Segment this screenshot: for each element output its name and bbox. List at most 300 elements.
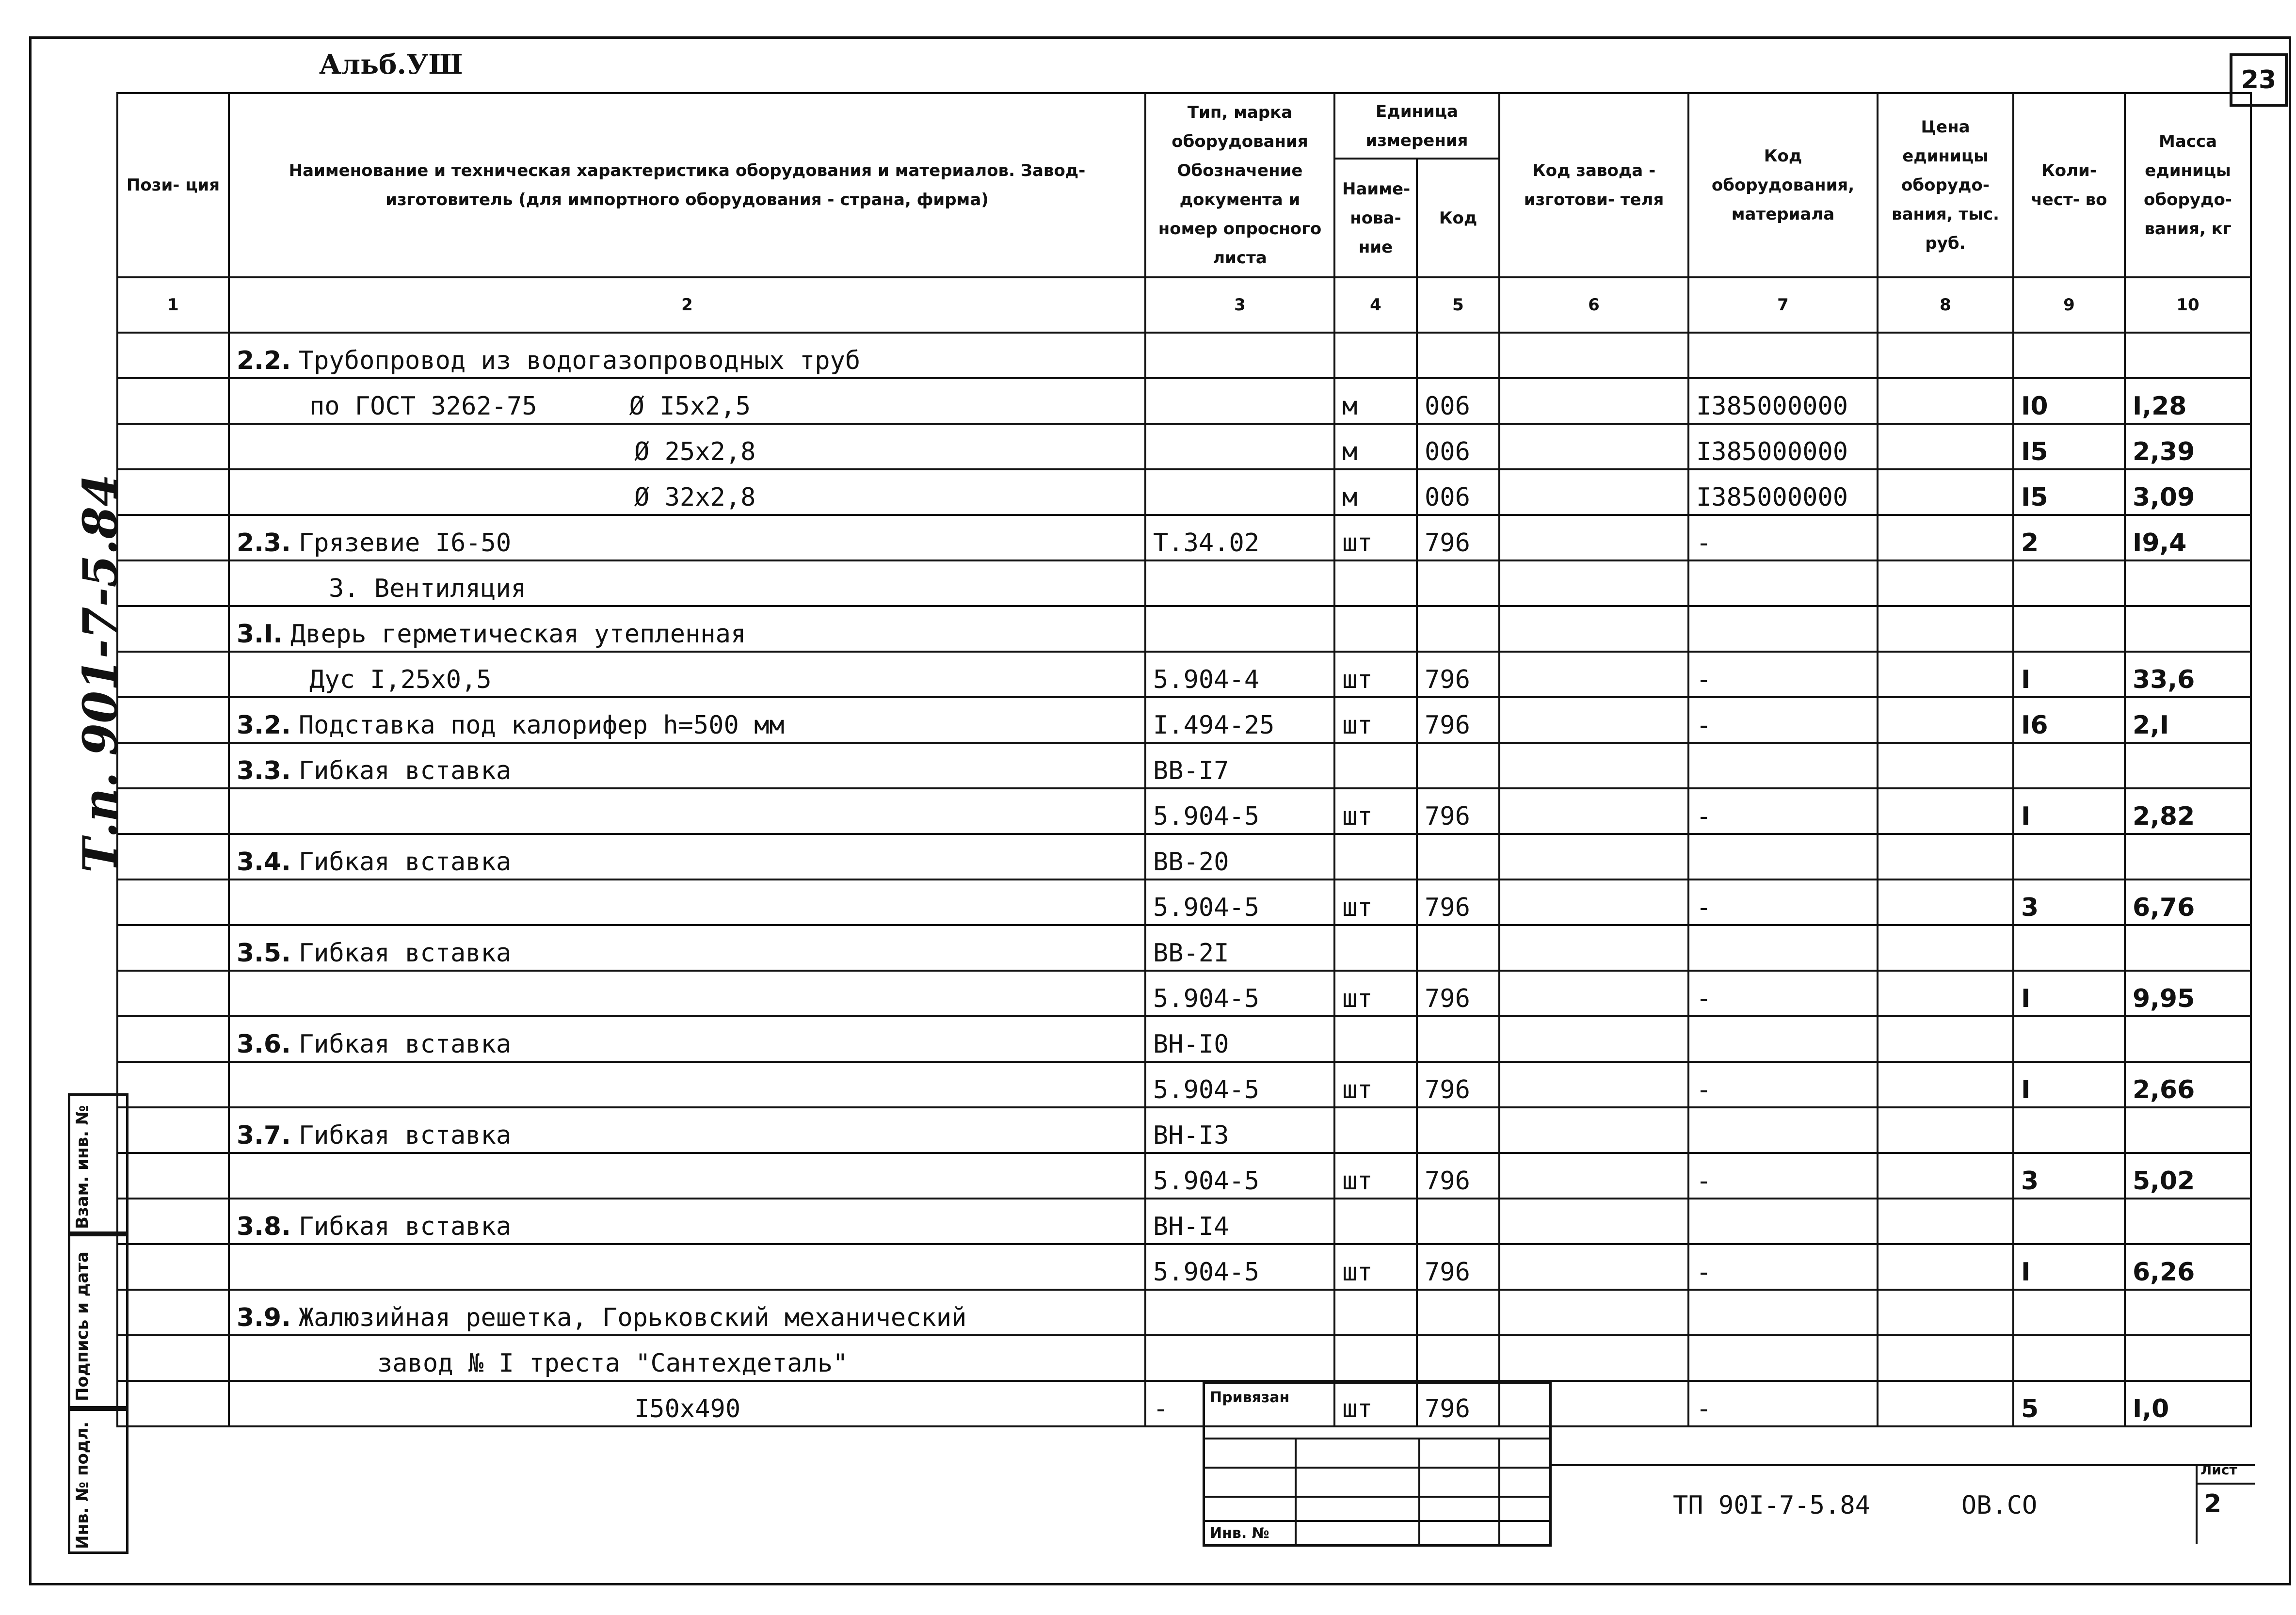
cell-unit: шт [1334,1153,1417,1199]
empty-cell [117,378,229,424]
cell-mass: 2,82 [2125,788,2251,834]
cell-mark: ВН-I0 [1145,1016,1334,1062]
stamp-bound-label: Привязан [1210,1389,1290,1406]
table-row [117,515,2251,560]
item-name-cell [229,1107,1145,1153]
col-number: 1 [117,277,229,333]
empty-cell [1499,1016,1688,1062]
cell-code: 796 [1417,1062,1499,1107]
cell-qty: I [2013,1244,2125,1290]
cell-mass: I9,4 [2125,515,2251,560]
sheet-label: Лист [2200,1462,2237,1478]
header-unit-code: Код [1417,159,1499,277]
empty-cell [1499,1199,1688,1244]
cell-unit [1334,743,1417,788]
cell-qty: I [2013,1062,2125,1107]
cell-mass [2125,1107,2251,1153]
item-name-cell [229,1016,1145,1062]
cell-mark: 5.904-4 [1145,652,1334,697]
empty-cell [1878,1016,2013,1062]
empty-cell [1499,925,1688,971]
col-number: 6 [1499,277,1688,333]
empty-cell [117,1153,229,1199]
empty-cell [117,879,229,925]
cell-code: 796 [1417,788,1499,834]
cell-mat: - [1688,1062,1878,1107]
cell-mark [1145,560,1334,606]
cell-mark [1145,1335,1334,1381]
item-name: Гибкая вставка [298,756,512,785]
item-name-cell [229,378,1145,424]
empty-cell [1499,560,1688,606]
cell-code [1417,606,1499,652]
empty-cell [117,1290,229,1335]
cell-mass: 3,09 [2125,469,2251,515]
cell-unit: шт [1334,788,1417,834]
cell-code: 796 [1417,879,1499,925]
item-name: I50x490 [634,1394,741,1423]
cell-code: 796 [1417,1153,1499,1199]
item-number: 3.I. [237,620,283,649]
col-number: 2 [229,277,1145,333]
col-number: 3 [1145,277,1334,333]
table-row [117,378,2251,424]
cell-mass: 6,26 [2125,1244,2251,1290]
cell-code [1417,743,1499,788]
table-row [117,1244,2251,1290]
cell-mass: 33,6 [2125,652,2251,697]
cell-mark: 5.904-5 [1145,1062,1334,1107]
item-name-cell [229,652,1145,697]
header-mass: Масса единицы оборудо- вания, кг [2125,93,2251,277]
title-block-line [1552,1464,2255,1466]
cell-mat [1688,743,1878,788]
cell-unit: шт [1334,1062,1417,1107]
table-row [117,1153,2251,1199]
binding-stamp [1203,1382,1552,1547]
cell-qty: 3 [2013,1153,2125,1199]
empty-cell [1878,652,2013,697]
cell-mark: I.494-25 [1145,697,1334,743]
cell-unit: м [1334,469,1417,515]
empty-cell [117,652,229,697]
cell-qty [2013,1016,2125,1062]
cell-qty: 3 [2013,879,2125,925]
cell-mark [1145,606,1334,652]
cell-qty [2013,1290,2125,1335]
cell-code [1417,1335,1499,1381]
table-row [117,606,2251,652]
cell-qty [2013,560,2125,606]
item-name: Грязевие I6-50 [298,528,512,558]
cell-unit: шт [1334,1381,1417,1426]
item-name-cell [229,1199,1145,1244]
empty-cell [1499,1244,1688,1290]
empty-cell [117,1062,229,1107]
column-number-row [117,277,2251,333]
table-row [117,971,2251,1016]
table-row [117,1062,2251,1107]
cell-qty: I5 [2013,424,2125,469]
item-name: Гибкая вставка [298,1121,512,1150]
cell-unit: шт [1334,971,1417,1016]
specification-table [116,92,2252,1427]
empty-cell [1878,1381,2013,1426]
empty-cell [1878,788,2013,834]
item-name-cell [229,560,1145,606]
empty-cell [1878,971,2013,1016]
item-number: 3.6. [237,1030,291,1059]
header-quantity: Коли- чест- во [2013,93,2125,277]
cell-unit [1334,606,1417,652]
item-name: Дверь герметическая утепленная [290,620,746,649]
album-label: Альб.УШ [319,48,463,80]
empty-cell [1499,606,1688,652]
cell-mark: 5.904-5 [1145,788,1334,834]
item-size: Ø I5x2,5 [629,392,751,421]
empty-cell [117,697,229,743]
empty-cell [117,834,229,879]
cell-mat [1688,1107,1878,1153]
item-name-cell [229,1290,1145,1335]
item-name-cell [229,1335,1145,1381]
empty-cell [117,788,229,834]
empty-cell [1499,834,1688,879]
col-number: 10 [2125,277,2251,333]
cell-mark: 5.904-5 [1145,971,1334,1016]
empty-cell [1499,788,1688,834]
cell-qty [2013,834,2125,879]
side-label-sign-date: Подпись и дата [73,1251,92,1401]
empty-cell [117,971,229,1016]
cell-mat: - [1688,1244,1878,1290]
cell-qty [2013,606,2125,652]
table-row [117,652,2251,697]
empty-cell [1878,925,2013,971]
empty-cell [117,560,229,606]
table-row [117,743,2251,788]
item-number: 2.2. [237,346,291,375]
cell-unit: м [1334,424,1417,469]
item-name-cell [229,515,1145,560]
cell-unit [1334,560,1417,606]
cell-code: 796 [1417,1381,1499,1426]
cell-mass [2125,743,2251,788]
item-name: Дус I,25x0,5 [309,665,492,694]
cell-mass [2125,560,2251,606]
cell-mat [1688,333,1878,378]
cell-mark [1145,333,1334,378]
cell-unit [1334,834,1417,879]
cell-qty: I5 [2013,469,2125,515]
cell-code: 006 [1417,378,1499,424]
cell-unit [1334,1016,1417,1062]
cell-mat: - [1688,515,1878,560]
table-row [117,697,2251,743]
item-name-cell [229,424,1145,469]
table-row [117,1107,2251,1153]
cell-mass [2125,1016,2251,1062]
cell-code: 796 [1417,971,1499,1016]
table-row [117,333,2251,378]
cell-mark: 5.904-5 [1145,879,1334,925]
item-name-cell [229,834,1145,879]
cell-mark: Т.34.02 [1145,515,1334,560]
cell-mass: 6,76 [2125,879,2251,925]
cell-mass [2125,834,2251,879]
cell-code [1417,560,1499,606]
cell-code: 796 [1417,1244,1499,1290]
cell-mark: ВВ-2I [1145,925,1334,971]
empty-cell [117,925,229,971]
empty-cell [1878,515,2013,560]
item-name: Гибкая вставка [298,847,512,877]
empty-cell [1499,333,1688,378]
cell-mat: - [1688,652,1878,697]
item-number: 3.4. [237,847,291,877]
item-name-cell [229,1153,1145,1199]
empty-cell [1499,424,1688,469]
col-number: 9 [2013,277,2125,333]
cell-mass [2125,1335,2251,1381]
empty-cell [1878,1153,2013,1199]
cell-mass [2125,1290,2251,1335]
cell-mat [1688,1199,1878,1244]
empty-cell [117,333,229,378]
item-name-cell [229,333,1145,378]
cell-unit [1334,1199,1417,1244]
header-material-code: Код оборудования, материала [1688,93,1878,277]
cell-mark [1145,424,1334,469]
cell-mass [2125,1199,2251,1244]
empty-cell [1499,1062,1688,1107]
table-row [117,1290,2251,1335]
cell-code [1417,1107,1499,1153]
cell-code [1417,925,1499,971]
cell-qty: 2 [2013,515,2125,560]
cell-code: 006 [1417,469,1499,515]
item-number: 3.2. [237,711,291,740]
item-name-cell [229,879,1145,925]
item-name: по ГОСТ 3262-75 [309,392,537,421]
empty-cell [1878,879,2013,925]
item-name-cell [229,469,1145,515]
empty-cell [1878,333,2013,378]
table-row [117,788,2251,834]
item-name: Гибкая вставка [298,1030,512,1059]
empty-cell [1499,515,1688,560]
empty-cell [1878,1244,2013,1290]
empty-cell [1878,834,2013,879]
cell-qty: I0 [2013,378,2125,424]
cell-code [1417,1290,1499,1335]
cell-unit: шт [1334,1244,1417,1290]
empty-cell [1499,1335,1688,1381]
title-block-divider [2196,1464,2198,1544]
cell-unit: шт [1334,652,1417,697]
cell-mat [1688,834,1878,879]
table-row [117,1199,2251,1244]
cell-mass: I,28 [2125,378,2251,424]
item-name: Подставка под калорифер h=500 мм [298,711,785,740]
empty-cell [117,515,229,560]
header-plant-code: Код завода - изготови- теля [1499,93,1688,277]
cell-mark [1145,378,1334,424]
cell-qty: I6 [2013,697,2125,743]
cell-mark [1145,1290,1334,1335]
cell-code [1417,1016,1499,1062]
cell-mark: ВВ-20 [1145,834,1334,879]
cell-mark: 5.904-5 [1145,1153,1334,1199]
cell-qty [2013,333,2125,378]
cell-code: 796 [1417,697,1499,743]
cell-mat [1688,1016,1878,1062]
item-size: Ø 32x2,8 [634,483,756,512]
empty-cell [1499,971,1688,1016]
cell-mat: - [1688,971,1878,1016]
table-row [117,1381,2251,1426]
cell-unit [1334,333,1417,378]
cell-mass: 5,02 [2125,1153,2251,1199]
item-number: 3.7. [237,1121,291,1150]
table-row [117,1016,2251,1062]
cell-mat: - [1688,1381,1878,1426]
empty-cell [1499,1107,1688,1153]
cell-mat: - [1688,879,1878,925]
empty-cell [1878,378,2013,424]
cell-code [1417,834,1499,879]
item-name-cell [229,1244,1145,1290]
table-row [117,879,2251,925]
cell-unit [1334,925,1417,971]
item-number: 3.3. [237,756,291,785]
cell-mat: - [1688,697,1878,743]
empty-cell [1878,1199,2013,1244]
document-code: ТП 90I-7-5.84 ОВ.СО [1673,1491,2038,1520]
header-name: Наименование и техническая характеристика оборудования и материалов. Завод-изготовитель (для импортного оборудования - страна, фирма) [229,93,1145,277]
empty-cell [117,1199,229,1244]
cell-qty [2013,925,2125,971]
table-row [117,424,2251,469]
cell-mass [2125,606,2251,652]
sheet-number: 2 [2204,1489,2222,1519]
header-unit-name: Наиме- нова- ние [1334,159,1417,277]
empty-cell [1878,1290,2013,1335]
item-size: Ø 25x2,8 [634,437,756,466]
header-mark: Тип, марка оборудования Обозначение документа и номер опросного листа [1145,93,1334,277]
table-row [117,1335,2251,1381]
item-number: 3.5. [237,939,291,968]
table-body [117,333,2251,1426]
cell-unit [1334,1335,1417,1381]
cell-mat [1688,1335,1878,1381]
empty-cell [1878,1062,2013,1107]
cell-mass: I,0 [2125,1381,2251,1426]
item-name: Жалюзийная решетка, Горьковский механический [298,1303,967,1332]
cell-qty: I [2013,788,2125,834]
cell-qty [2013,1107,2125,1153]
item-number: 3.8. [237,1212,291,1241]
cell-mat [1688,925,1878,971]
empty-cell [1499,743,1688,788]
empty-cell [1878,560,2013,606]
col-number: 4 [1334,277,1417,333]
cell-code: 796 [1417,515,1499,560]
cell-mass: 2,39 [2125,424,2251,469]
cell-code [1417,1199,1499,1244]
item-name: завод № I треста "Сантехдеталь" [377,1349,848,1378]
cell-code: 796 [1417,652,1499,697]
cell-unit: шт [1334,697,1417,743]
item-name: Гибкая вставка [298,939,512,968]
empty-cell [117,1335,229,1381]
cell-unit [1334,1290,1417,1335]
cell-mark: ВН-I4 [1145,1199,1334,1244]
table-row [117,560,2251,606]
item-number: 2.3. [237,528,291,558]
cell-mat: I385000000 [1688,378,1878,424]
cell-mat: I385000000 [1688,469,1878,515]
cell-mat [1688,1290,1878,1335]
empty-cell [117,606,229,652]
cell-mat [1688,560,1878,606]
cell-qty [2013,1199,2125,1244]
item-name-cell [229,1381,1145,1426]
empty-cell [1499,378,1688,424]
col-number: 5 [1417,277,1499,333]
empty-cell [117,1244,229,1290]
empty-cell [117,1016,229,1062]
cell-qty: I [2013,971,2125,1016]
cell-mark [1145,469,1334,515]
item-name: Гибкая вставка [298,1212,512,1241]
cell-mark: 5.904-5 [1145,1244,1334,1290]
cell-qty [2013,743,2125,788]
empty-cell [1499,697,1688,743]
cell-qty [2013,1335,2125,1381]
cell-unit: шт [1334,515,1417,560]
empty-cell [1499,1153,1688,1199]
cell-mark: ВН-I3 [1145,1107,1334,1153]
empty-cell [1878,743,2013,788]
cell-mass: 9,95 [2125,971,2251,1016]
empty-cell [1878,606,2013,652]
cell-mass: 2,I [2125,697,2251,743]
header-price: Цена единицы оборудо- вания, тыс. руб. [1878,93,2013,277]
cell-unit: м [1334,378,1417,424]
item-name-cell [229,925,1145,971]
item-name-cell [229,1062,1145,1107]
table-row [117,834,2251,879]
cell-mass: 2,66 [2125,1062,2251,1107]
cell-mat [1688,606,1878,652]
col-number: 7 [1688,277,1878,333]
cell-mat: - [1688,1153,1878,1199]
cell-mark: - [1145,1381,1334,1426]
header-position: Пози- ция [117,93,229,277]
sheet-number-box: 23 [2230,53,2288,107]
item-name-cell [229,788,1145,834]
cell-unit: шт [1334,879,1417,925]
handwritten-note: Т.п. 901-7-5.84 [73,474,128,873]
empty-cell [117,743,229,788]
empty-cell [117,424,229,469]
item-name-cell [229,743,1145,788]
title-block-line [2196,1483,2255,1485]
side-label-inv-replace: Взам. инв. № [73,1105,92,1229]
item-number: 3.9. [237,1303,291,1332]
empty-cell [1878,424,2013,469]
